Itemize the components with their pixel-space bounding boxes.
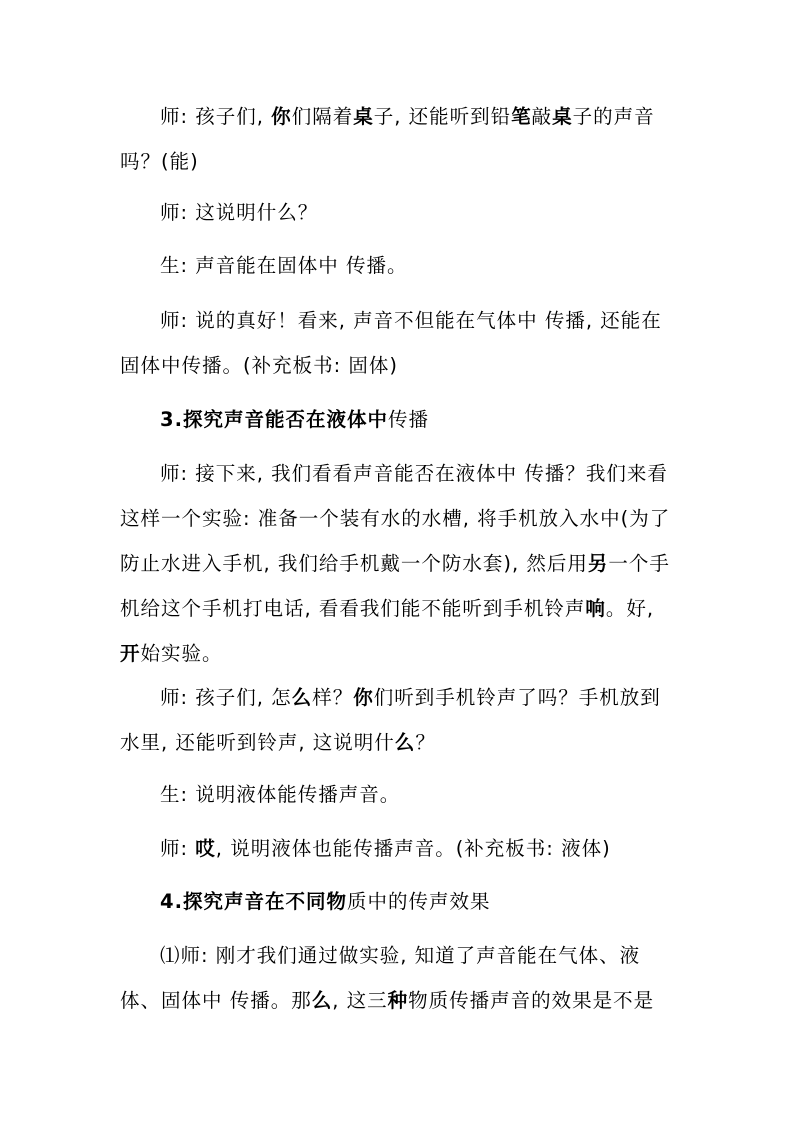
- text-run: , 说明液体也能传播声音。(补充板书: 液体): [215, 837, 611, 860]
- text-run: 生: 说明液体能传播声音。: [160, 783, 401, 806]
- text-run-bold: 开: [120, 642, 141, 665]
- text-run: , 这三: [332, 989, 388, 1012]
- heading-text-bold: 4.探究声音在不同物: [160, 890, 347, 913]
- text-run: 们听到手机铃声了吗？手机放到水里, 还能听到铃声, 这说明什: [120, 686, 661, 754]
- paragraph-6: [120, 675, 674, 765]
- paragraph-2: [120, 190, 674, 235]
- text-run: ⑴师: 刚才我们通过做实验, 知道了声音能在气体、液体、固体中 传播。那: [120, 944, 641, 1012]
- text-run: ？: [415, 731, 436, 754]
- text-run: 师: 这说明什么？: [160, 201, 319, 224]
- text-run: 生: 声音能在固体中 传播。: [160, 254, 408, 277]
- text-run-bold: 你: [353, 686, 374, 709]
- paragraph-3: [120, 243, 674, 288]
- heading-text: 质中的传声效果: [346, 890, 491, 913]
- paragraph-9: [120, 933, 674, 1023]
- text-run: 。好,: [605, 597, 655, 620]
- section-heading-4: [120, 879, 674, 924]
- text-run: 们隔着: [291, 105, 354, 128]
- text-run-bold: 么: [291, 686, 313, 709]
- text-run-bold: 桌: [552, 105, 573, 128]
- text-run: 敲: [531, 105, 553, 128]
- paragraph-5: [120, 451, 674, 676]
- text-run: 一个手机给这个手机打电话, 看看我们能不能听到手机铃声: [120, 552, 670, 620]
- text-run: 子的声音吗？(能): [120, 105, 655, 173]
- paragraph-4: [120, 298, 674, 388]
- paragraph-7: [120, 772, 674, 817]
- text-run-bold: 种: [387, 989, 409, 1012]
- text-run-bold: 哎: [195, 837, 216, 860]
- text-run: 子, 还能听到铅: [373, 105, 512, 128]
- paragraph-8: [120, 826, 674, 871]
- text-run-bold: 桌: [353, 105, 374, 128]
- text-run: 样？: [312, 686, 354, 709]
- heading-text-bold: 3.探究声音能否在液体中: [160, 408, 388, 431]
- text-run-bold: 你: [271, 105, 292, 128]
- section-heading-3: [120, 397, 674, 442]
- text-run: 师: 孩子们, 怎: [160, 686, 292, 709]
- text-run: 师: 说的真好！看来, 声音不但能在气体中 传播, 还能在固体中传播。(补充板书: 固体): [120, 309, 662, 377]
- text-run: 师: 接下来, 我们看看声音能否在液体中 传播？我们来看这样一个实验: 准备一个装有水的水槽, 将手机放入水中(为了防止水进入手机, 我们给手机戴一个防水套), 然后用: [120, 462, 671, 575]
- text-run-bold: 响: [585, 597, 606, 620]
- text-run-bold: 另: [587, 552, 609, 575]
- paragraph-1: [120, 94, 674, 184]
- text-run: 始实验。: [140, 642, 223, 665]
- heading-text: 传播: [387, 408, 429, 431]
- text-run: 物质传播声音的效果是不是: [408, 989, 655, 1012]
- text-run-bold: 么: [311, 989, 333, 1012]
- text-run: 师: 孩子们,: [160, 105, 272, 128]
- text-run: 师:: [160, 837, 196, 860]
- text-run-bold: 笔: [511, 105, 532, 128]
- text-run-bold: 么: [394, 731, 416, 754]
